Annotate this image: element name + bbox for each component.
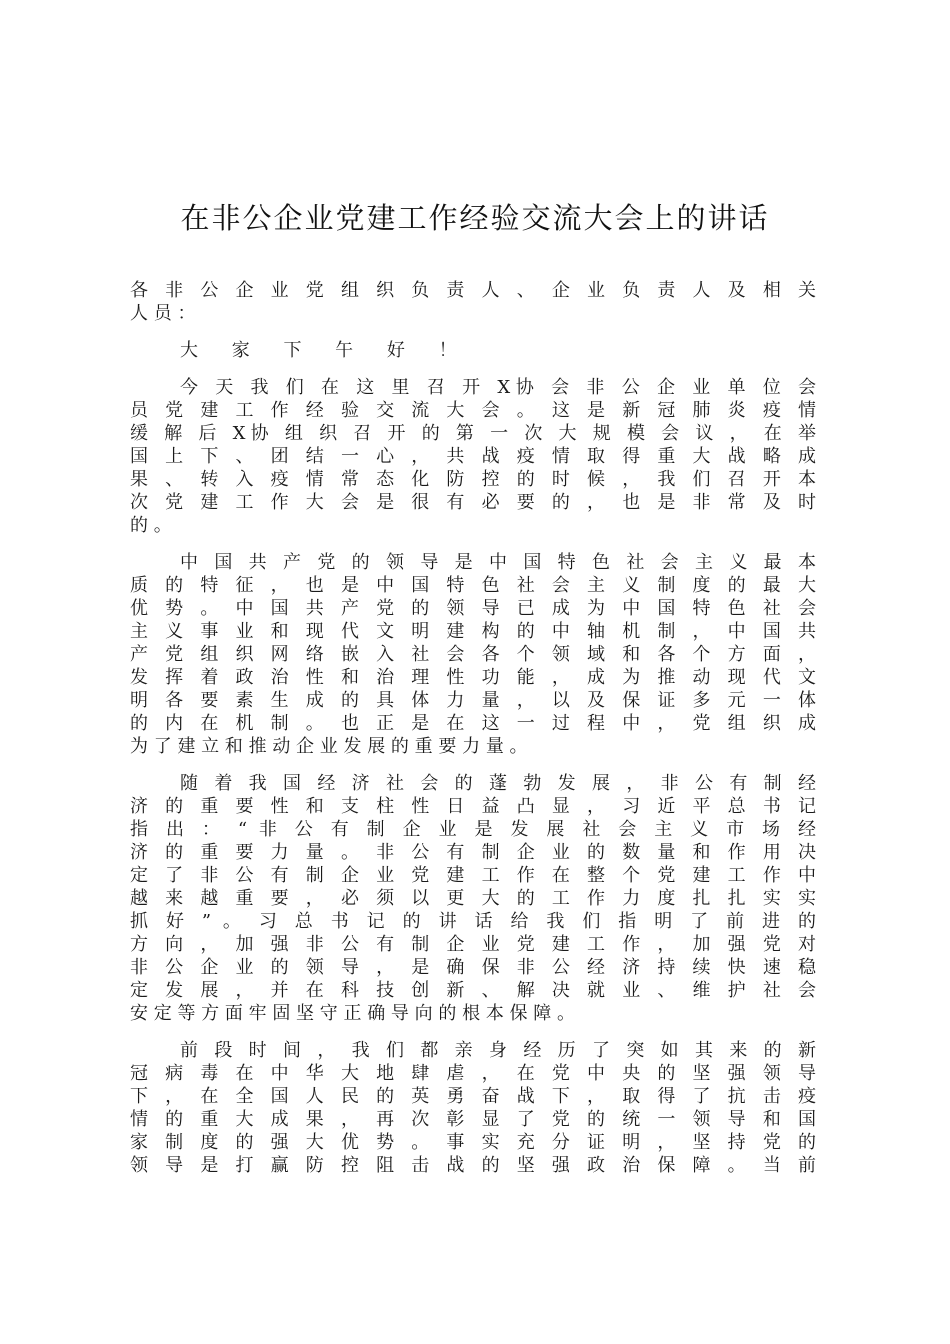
paragraph-line: 济 的 重 要 性 和 支 柱 性 日 益 凸 显 ， 习 近 平 总 书 记 [130,796,816,817]
document-title: 在非公企业党建工作经验交流大会上的讲话 [180,201,770,235]
paragraph-line: 抓 好 ” 。 习 总 书 记 的 讲 话 给 我 们 指 明 了 前 进 的 [130,911,816,932]
paragraph-1 [130,376,816,537]
paragraph-line: 方 向 ， 加 强 非 公 有 制 企 业 党 建 工 作 ， 加 强 党 对 [130,934,816,955]
salutation [130,279,816,325]
paragraph-line: 中 国 共 产 党 的 领 导 是 中 国 特 色 社 会 主 义 最 本 [180,552,816,573]
paragraph-line: 济 的 重 要 力 量 。 非 公 有 制 企 业 的 数 量 和 作 用 决 [130,842,816,863]
paragraph-line: 主 义 事 业 和 现 代 文 明 建 构 的 中 轴 机 制 ， 中 国 共 [130,621,816,642]
paragraph-line: 缓 解 后 X协 组 织 召 开 的 第 一 次 大 规 模 会 议 ， 在 举 [130,423,816,444]
paragraph-line: 果 、 转 入 疫 情 常 态 化 防 控 的 时 候 ， 我 们 召 开 本 [130,469,816,490]
paragraph-line: 前 段 时 间 ， 我 们 都 亲 身 经 历 了 突 如 其 来 的 新 [180,1040,816,1061]
paragraph-line: 随 着 我 国 经 济 社 会 的 蓬 勃 发 展 ， 非 公 有 制 经 [180,773,816,794]
paragraph-line: 今 天 我 们 在 这 里 召 开 X协 会 非 公 企 业 单 位 会 [180,377,816,398]
paragraph-line: 明 各 要 素 生 成 的 具 体 力 量 ， 以 及 保 证 多 元 一 体 [130,690,816,711]
paragraph-line: 的 内 在 机 制 。 也 正 是 在 这 一 过 程 中 ， 党 组 织 成 [130,713,816,734]
paragraph-line: 安 定 等 方 面 牢 固 坚 守 正 确 导 向 的 根 本 保 障 。 [130,1003,575,1024]
paragraph-line: 下 ， 在 全 国 人 民 的 英 勇 奋 战 下 ， 取 得 了 抗 击 疫 [130,1086,816,1107]
greeting [130,339,816,362]
paragraph-line: 领 导 是 打 赢 防 控 阻 击 战 的 坚 强 政 治 保 障 。 当 前 [130,1155,816,1176]
paragraph-line: 质 的 特 征 ， 也 是 中 国 特 色 社 会 主 义 制 度 的 最 大 [130,575,816,596]
paragraph-line: 产 党 组 织 网 络 嵌 入 社 会 各 个 领 域 和 各 个 方 面 ， [130,644,816,665]
greeting-line: 大 家 下 午 好 ！ [180,340,471,361]
paragraph-line: 发 挥 着 政 治 性 和 治 理 性 功 能 ， 成 为 推 动 现 代 文 [130,667,816,688]
paragraph-line: 次 党 建 工 作 大 会 是 很 有 必 要 的 ， 也 是 非 常 及 时 [130,492,816,513]
paragraph-line: 为 了 建 立 和 推 动 企 业 发 展 的 重 要 力 量 。 [130,736,528,757]
paragraph-line: 冠 病 毒 在 中 华 大 地 肆 虐 ， 在 党 中 央 的 坚 强 领 导 [130,1063,816,1084]
paragraph-line: 情 的 重 大 成 果 ， 再 次 彰 显 了 党 的 统 一 领 导 和 国 [130,1109,816,1130]
paragraph-line: 定 发 展 ， 并 在 科 技 创 新 、 解 决 就 业 、 维 护 社 会 [130,980,816,1001]
paragraph-line: 家 制 度 的 强 大 优 势 。 事 实 充 分 证 明 ， 坚 持 党 的 [130,1132,816,1153]
paragraph-line: 定 了 非 公 有 制 企 业 党 建 工 作 在 整 个 党 建 工 作 中 [130,865,816,886]
salutation-line: 各 非 公 企 业 党 组 织 负 责 人 、 企 业 负 责 人 及 相 关 [130,280,816,301]
paragraph-2 [130,551,816,758]
document-body [130,279,816,1191]
paragraph-4 [130,1039,816,1177]
paragraph-line: 国 上 下 、 团 结 一 心 ， 共 战 疫 情 取 得 重 大 战 略 成 [130,446,816,467]
paragraph-line: 员 党 建 工 作 经 验 交 流 大 会 。 这 是 新 冠 肺 炎 疫 情 [130,400,816,421]
paragraph-line: 指 出 ： “ 非 公 有 制 企 业 是 发 展 社 会 主 义 市 场 经 [130,819,816,840]
paragraph-line: 非 公 企 业 的 领 导 ， 是 确 保 非 公 经 济 持 续 快 速 稳 [130,957,816,978]
paragraph-3 [130,772,816,1025]
salutation-line: 人 员 ： [130,303,196,324]
paragraph-line: 的 。 [130,515,172,536]
paragraph-line: 越 来 越 重 要 ， 必 须 以 更 大 的 工 作 力 度 扎 扎 实 实 [130,888,816,909]
paragraph-line: 优 势 。 中 国 共 产 党 的 领 导 已 成 为 中 国 特 色 社 会 [130,598,816,619]
